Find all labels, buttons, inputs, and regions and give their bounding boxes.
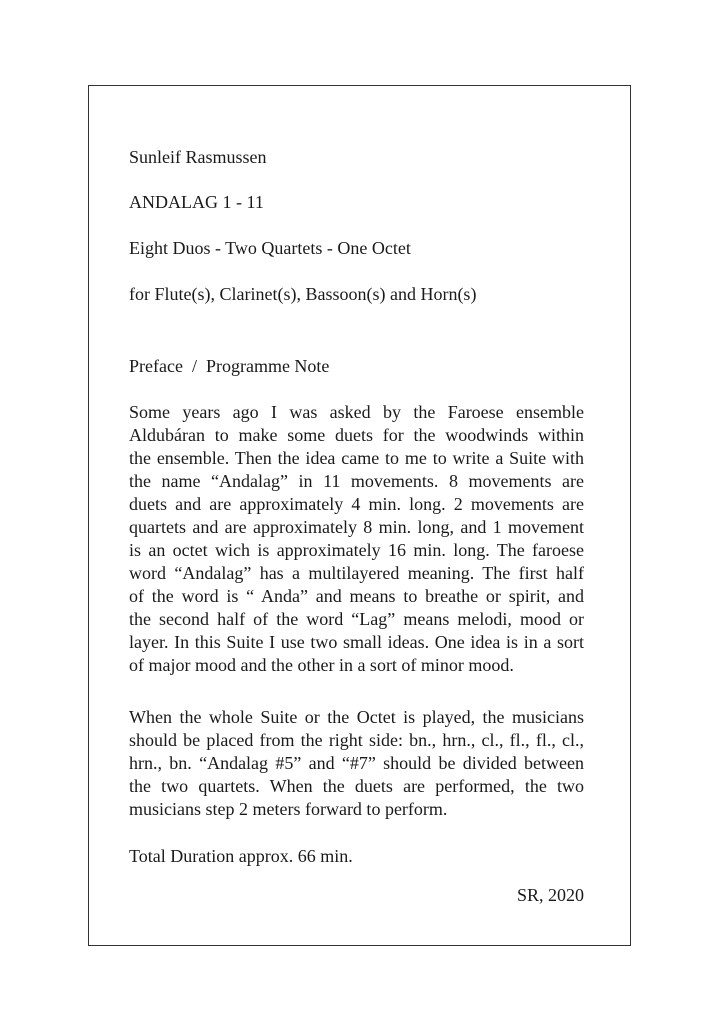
instrumentation: for Flute(s), Clarinet(s), Bassoon(s) and Horn(s) [129, 284, 477, 304]
text-line: of the word is “ Anda” and means to breathe or spirit, and [129, 586, 584, 606]
signature: SR, 2020 [516, 885, 584, 905]
text-line: the second half of the word “Lag” means melodi, mood or [129, 609, 584, 629]
section-heading: Preface / Programme Note [129, 356, 330, 376]
text-line: duets and are approximately 4 min. long. 2 movements are [129, 494, 584, 514]
text-line: should be placed from the right side: bn., hrn., cl., fl., fl., cl., [129, 730, 584, 750]
text-line: the ensemble. Then the idea came to me to write a Suite with [129, 448, 584, 468]
text-line: the two quartets. When the duets are performed, the two [129, 776, 584, 796]
text-line: When the whole Suite or the Octet is played, the musicians [129, 707, 584, 727]
text-line: of major mood and the other in a sort of minor mood. [129, 655, 514, 675]
text-line: hrn., bn. “Andalag #5” and “#7” should be divided between [129, 753, 584, 773]
text-line: musicians step 2 meters forward to perform. [129, 799, 448, 819]
text-line: layer. In this Suite I use two small ideas. One idea is in a sort [129, 632, 584, 652]
text-line: is an octet wich is approximately 16 min. long. The faroese [129, 540, 584, 560]
text-line: word “Andalag” has a multilayered meaning. The first half [129, 563, 584, 583]
text-line: quartets and are approximately 8 min. long, and 1 movement [129, 517, 584, 537]
total-duration: Total Duration approx. 66 min. [129, 846, 353, 866]
text-line: Aldubáran to make some duets for the woodwinds within [129, 425, 584, 445]
work-title: ANDALAG 1 - 11 [129, 192, 264, 212]
composer-name: Sunleif Rasmussen [129, 147, 267, 167]
work-subtitle: Eight Duos - Two Quartets - One Octet [129, 238, 411, 258]
text-line: Some years ago I was asked by the Faroese ensemble [129, 402, 584, 422]
text-line: the name “Andalag” in 11 movements. 8 movements are [129, 471, 584, 491]
